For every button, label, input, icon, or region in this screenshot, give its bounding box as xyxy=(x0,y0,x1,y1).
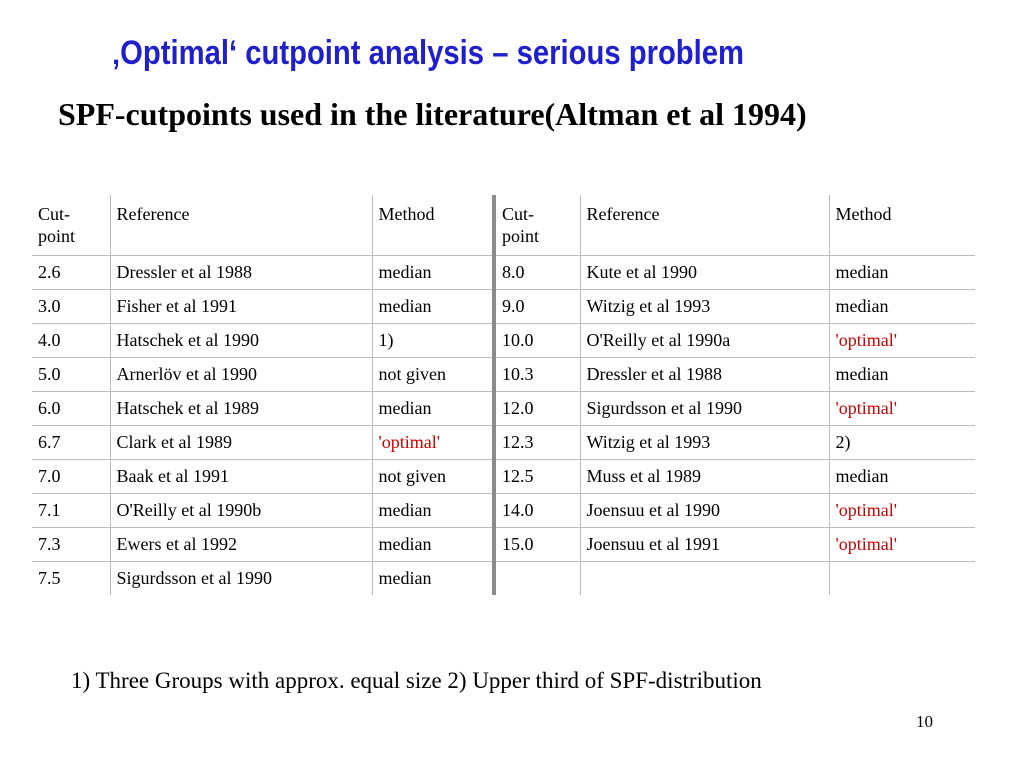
cell-reference-left: Arnerlöv et al 1990 xyxy=(110,357,372,391)
header-reference-right: Reference xyxy=(580,195,829,255)
cell-cutpoint-left: 2.6 xyxy=(32,255,110,289)
cell-reference-right: Sigurdsson et al 1990 xyxy=(580,391,829,425)
cell-reference-left: Clark et al 1989 xyxy=(110,425,372,459)
table-row xyxy=(32,357,975,391)
cell-cutpoint-right: 9.0 xyxy=(494,289,580,323)
cell-reference-right xyxy=(580,561,829,595)
cell-cutpoint-right: 12.5 xyxy=(494,459,580,493)
cell-cutpoint-left: 3.0 xyxy=(32,289,110,323)
cell-method-left: median xyxy=(372,493,494,527)
cell-cutpoint-left: 7.0 xyxy=(32,459,110,493)
table-row xyxy=(32,459,975,493)
cell-cutpoint-right: 12.0 xyxy=(494,391,580,425)
cell-reference-left: Hatschek et al 1990 xyxy=(110,323,372,357)
cell-reference-right: O'Reilly et al 1990a xyxy=(580,323,829,357)
cell-cutpoint-right xyxy=(494,561,580,595)
cell-reference-right: Joensuu et al 1990 xyxy=(580,493,829,527)
cell-method-right: 2) xyxy=(829,425,975,459)
table-row xyxy=(32,561,975,595)
table-row xyxy=(32,323,975,357)
cell-cutpoint-right: 15.0 xyxy=(494,527,580,561)
cell-method-right: median xyxy=(829,357,975,391)
cell-reference-right: Joensuu et al 1991 xyxy=(580,527,829,561)
cell-method-right: 'optimal' xyxy=(829,391,975,425)
cell-method-right: median xyxy=(829,255,975,289)
header-method-left: Method xyxy=(372,195,494,255)
cell-method-right: 'optimal' xyxy=(829,527,975,561)
cell-method-right xyxy=(829,561,975,595)
table-row xyxy=(32,493,975,527)
cell-cutpoint-right: 10.3 xyxy=(494,357,580,391)
cell-cutpoint-left: 6.0 xyxy=(32,391,110,425)
header-cutpoint-left: Cut- point xyxy=(32,195,110,255)
cell-cutpoint-right: 10.0 xyxy=(494,323,580,357)
table-row xyxy=(32,289,975,323)
table-header-row xyxy=(32,195,975,255)
cutpoints-table xyxy=(32,195,975,595)
cell-method-left: median xyxy=(372,289,494,323)
cell-reference-right: Kute et al 1990 xyxy=(580,255,829,289)
cell-reference-right: Muss et al 1989 xyxy=(580,459,829,493)
cell-method-left: median xyxy=(372,527,494,561)
cell-reference-left: Baak et al 1991 xyxy=(110,459,372,493)
cell-reference-right: Witzig et al 1993 xyxy=(580,425,829,459)
cell-method-left: not given xyxy=(372,459,494,493)
cell-method-right: 'optimal' xyxy=(829,493,975,527)
cell-reference-right: Dressler et al 1988 xyxy=(580,357,829,391)
page-number: 10 xyxy=(916,712,933,731)
cell-method-left: median xyxy=(372,255,494,289)
cell-method-right: median xyxy=(829,289,975,323)
cell-reference-left: Hatschek et al 1989 xyxy=(110,391,372,425)
cell-cutpoint-right: 8.0 xyxy=(494,255,580,289)
table-row xyxy=(32,425,975,459)
cell-cutpoint-left: 7.3 xyxy=(32,527,110,561)
cell-method-right: median xyxy=(829,459,975,493)
cell-reference-right: Witzig et al 1993 xyxy=(580,289,829,323)
header-method-right: Method xyxy=(829,195,975,255)
table-row xyxy=(32,391,975,425)
cell-cutpoint-left: 6.7 xyxy=(32,425,110,459)
table-row xyxy=(32,255,975,289)
cell-cutpoint-left: 4.0 xyxy=(32,323,110,357)
cell-reference-left: Dressler et al 1988 xyxy=(110,255,372,289)
cell-cutpoint-left: 5.0 xyxy=(32,357,110,391)
cell-method-left: 'optimal' xyxy=(372,425,494,459)
cell-reference-left: O'Reilly et al 1990b xyxy=(110,493,372,527)
cell-cutpoint-right: 14.0 xyxy=(494,493,580,527)
table-row xyxy=(32,527,975,561)
cutpoints-table-container xyxy=(32,195,975,595)
header-cutpoint-right: Cut- point xyxy=(494,195,580,255)
cell-cutpoint-left: 7.1 xyxy=(32,493,110,527)
cell-cutpoint-left: 7.5 xyxy=(38,567,61,588)
slide-title: ‚Optimal‘ cutpoint analysis – serious problem xyxy=(112,34,745,72)
cell-reference-left: Fisher et al 1991 xyxy=(110,289,372,323)
cell-method-left: not given xyxy=(372,357,494,391)
cell-cutpoint-right: 12.3 xyxy=(494,425,580,459)
header-reference-left: Reference xyxy=(110,195,372,255)
slide-subtitle: SPF-cutpoints used in the literature(Altman et al 1994) xyxy=(58,96,807,132)
cell-reference-left: Ewers et al 1992 xyxy=(110,527,372,561)
cell-reference-left: Sigurdsson et al 1990 xyxy=(110,561,372,595)
cell-method-left: median xyxy=(372,391,494,425)
footnote: 1) Three Groups with approx. equal size 2) Upper third of SPF-distribution xyxy=(71,668,762,693)
cell-method-right: 'optimal' xyxy=(829,323,975,357)
cell-method-left: 1) xyxy=(372,323,494,357)
cell-method-left: median xyxy=(372,561,494,595)
